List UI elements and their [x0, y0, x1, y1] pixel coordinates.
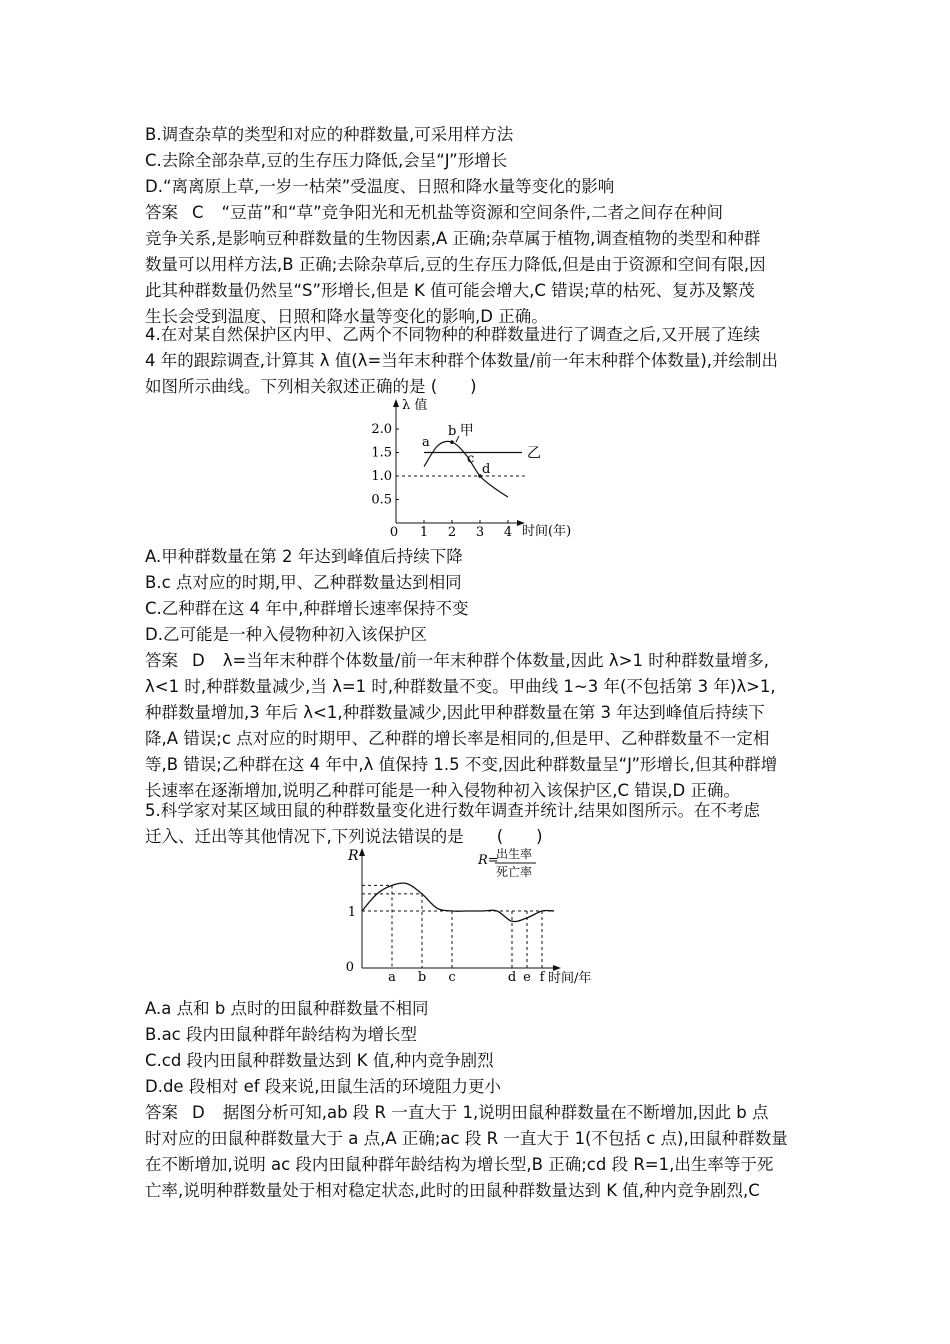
x-tick-label: b [417, 970, 427, 984]
q3-explanation-2: 数量可以用样方法,B 正确;去除杂草后,豆的生存压力降低,但是由于资源和空间有限,因 [145, 255, 766, 274]
q4-explanation-5: 长速率在逐渐增加,说明乙种群可能是一种入侵物种初入该保护区,C 错误,D 正确。 [145, 781, 740, 800]
x-tick-label: 4 [503, 525, 513, 540]
x-tick-label: e [523, 970, 531, 984]
point-marker [450, 440, 454, 444]
formula-denominator: 死亡率 [496, 865, 533, 879]
y-axis-label: R [348, 848, 359, 864]
x-tick-label: 1 [419, 525, 429, 540]
series-yi-label: 乙 [527, 445, 541, 462]
y-tick-label: 1.5 [371, 445, 392, 461]
answer-label: 答案 [145, 203, 178, 222]
q5-answer-line [145, 1100, 810, 1126]
x-tick-label: 0 [389, 525, 399, 540]
q5-stem-0: 5.科学家对某区域田鼠的种群数量变化进行数年调查并统计,结果如图所示。在不考虑 [145, 801, 760, 820]
q3-explanation-4: 生长会受到温度、日照和降水量等变化的影响,D 正确。 [145, 307, 548, 326]
formula-numerator: 出生率 [496, 847, 533, 861]
lambda-chart-content [371, 397, 571, 540]
q4-stem-1: 4 年的跟踪调查,计算其 λ 值(λ=当年末种群个体数量/前一年末种群个体数量),并绘制出 [145, 351, 779, 370]
point-label: b [448, 424, 457, 440]
point-label: d [482, 462, 491, 477]
answer-letter: D [192, 1103, 205, 1122]
y-tick-label: 1 [347, 905, 356, 920]
x-tick-label: a [388, 970, 396, 984]
r-ratio-chart [338, 842, 608, 984]
answer-letter: D [192, 651, 205, 670]
q3-option-d: D.“离离原上草,一岁一枯荣”受温度、日照和降水量等变化的影响 [145, 177, 615, 196]
x-tick-label: f [539, 970, 545, 984]
q4-explanation-4: 等,B 错误;乙种群在这 4 年中,λ 值保持 1.5 不变,因此种群数量呈“J”形增长,但其种群增 [145, 755, 778, 774]
q4-answer-line [145, 648, 810, 674]
q4-option-a: A.甲种群数量在第 2 年达到峰值后持续下降 [145, 547, 463, 566]
y-tick-label: 2.0 [371, 422, 392, 437]
q5-option-a: A.a 点和 b 点时的田鼠种群数量不相同 [145, 999, 429, 1018]
y-tick-label: 0.5 [371, 492, 392, 508]
q5-option-c: C.cd 段内田鼠种群数量达到 K 值,种内竞争剧烈 [145, 1051, 494, 1070]
q4-stem-2: 如图所示曲线。下列相关叙述正确的是 ( ) [145, 377, 477, 396]
series-jia-leader [456, 436, 459, 442]
series-jia-line [424, 441, 508, 497]
x-axis-label: 时间/年 [548, 971, 592, 984]
q4-stem-0: 4.在对某自然保护区内甲、乙两个不同物种的种群数量进行了调查之后,又开展了连续 [145, 325, 760, 344]
q3-answer-line [145, 200, 810, 226]
q5-explanation-1: 时对应的田鼠种群数量大于 a 点,A 正确;ac 段 R 一直大于 1(不包括 c 点),田鼠种群数量 [145, 1129, 788, 1148]
y-axis-label: λ 值 [402, 398, 428, 413]
q5-explanation-0: 据图分析可知,ab 段 R 一直大于 1,说明田鼠种群数量在不断增加,因此 b 点 [222, 1103, 769, 1122]
r-series-line [362, 883, 554, 921]
q3-option-c: C.去除全部杂草,豆的生存压力降低,会呈“J”形增长 [145, 151, 508, 170]
q5-stem-1: 迁入、迁出等其他情况下,下列说法错误的是 ( ) [145, 827, 543, 846]
x-tick-label: d [507, 970, 517, 984]
y-axis-arrow [359, 848, 365, 856]
answer-letter: C [192, 203, 204, 222]
x-tick-label: 2 [447, 525, 457, 540]
x-tick-label: 3 [475, 525, 485, 540]
q4-option-b: B.c 点对应的时期,甲、乙种群数量达到相同 [145, 573, 462, 592]
q4-option-c: C.乙种群在这 4 年中,种群增长速率保持不变 [145, 599, 469, 618]
point-label: c [467, 451, 475, 467]
point-label: a [422, 435, 430, 451]
q3-explanation-1: 竞争关系,是影响豆种群数量的生物因素,A 正确;杂草属于植物,调查植物的类型和种群 [145, 229, 761, 248]
x-axis-label: 时间(年) [522, 524, 572, 539]
q3-explanation-0: “豆苗”和“草”竞争阳光和无机盐等资源和空间条件,二者之间存在种间 [221, 203, 723, 222]
q5-option-b: B.ac 段内田鼠种群年龄结构为增长型 [145, 1025, 417, 1044]
q3-option-b: B.调查杂草的类型和对应的种群数量,可采用样方法 [145, 125, 514, 144]
y-tick-label: 1.0 [371, 469, 392, 484]
series-jia-label: 甲 [459, 423, 474, 440]
y-tick-label: 0 [345, 960, 354, 975]
q4-explanation-1: λ<1 时,种群数量减少,当 λ=1 时,种群数量不变。甲曲线 1~3 年(不包括第 3 年)λ>1, [145, 677, 776, 696]
answer-label: 答案 [145, 651, 178, 670]
q4-explanation-3: 降,A 错误;c 点对应的时期甲、乙种群的增长率是相同的,但是甲、乙种群数量不一定相 [145, 729, 770, 748]
x-tick-label: c [448, 970, 456, 984]
q4-explanation-0: λ=当年末种群个体数量/前一年末种群个体数量,因此 λ>1 时种群数量增多, [222, 651, 769, 670]
y-axis-arrow [393, 399, 399, 407]
q4-option-d: D.乙可能是一种入侵物种初入该保护区 [145, 625, 427, 644]
formula-lhs: R= [478, 853, 499, 868]
q5-explanation-2: 在不断增加,说明 ac 段内田鼠种群年龄结构为增长型,B 正确;cd 段 R=1,出生率等于死 [145, 1155, 774, 1174]
q5-explanation-3: 亡率,说明种群数量处于相对稳定状态,此时的田鼠种群数量达到 K 值,种内竞争剧烈,C [145, 1181, 760, 1200]
q3-explanation-3: 此其种群数量仍然呈“S”形增长,但是 K 值可能会增大,C 错误;草的枯死、复苏及繁茂 [145, 281, 755, 300]
lambda-chart [360, 395, 590, 545]
r-ratio-chart-content [346, 846, 592, 984]
q5-option-d: D.de 段相对 ef 段来说,田鼠生活的环境阻力更小 [145, 1077, 502, 1096]
answer-label: 答案 [145, 1103, 178, 1122]
q4-explanation-2: 种群数量增加,3 年后 λ<1,种群数量减少,因此甲种群数量在第 3 年达到峰值后持续下 [145, 703, 765, 722]
